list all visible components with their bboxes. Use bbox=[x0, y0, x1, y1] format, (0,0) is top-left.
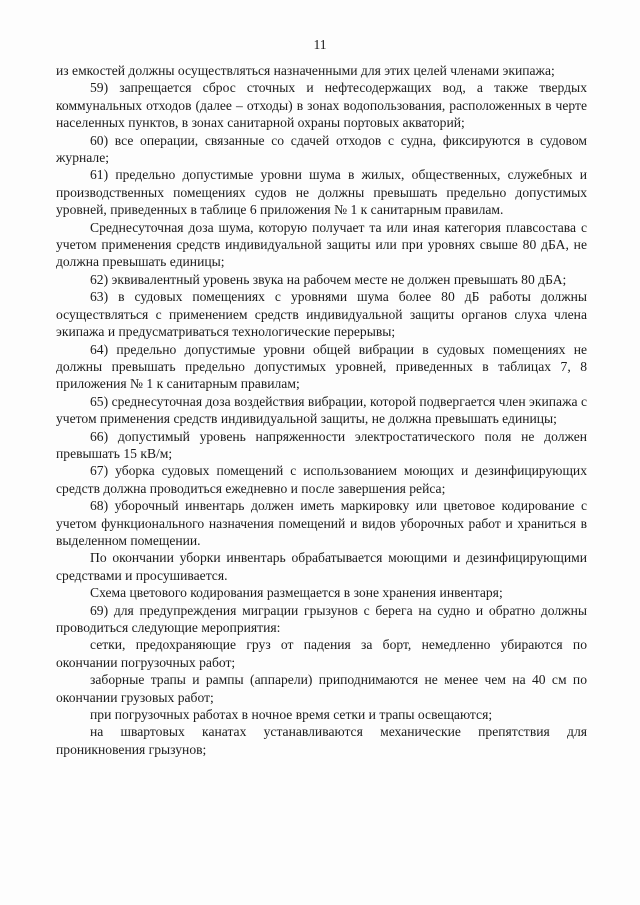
paragraph-mooring-lines: на швартовых канатах устанавливаются механические препятствия для проникновения грызунов; bbox=[56, 724, 587, 757]
paragraph-item-59: 59) запрещается сброс сточных и нефтесодержащих вод, а также твердых коммунальных отходов (далее – отходы) в зонах водопользования, расположенных в черте населенных пунктов, в зонах санитарной охраны портовых акваторий; bbox=[56, 80, 587, 131]
paragraph-item-67: 67) уборка судовых помещений с использованием моющих и дезинфицирующих средств должна проводиться ежедневно и после завершения рейса; bbox=[56, 463, 587, 496]
paragraph-gangways: заборные трапы и рампы (аппарели) приподнимаются не менее чем на 40 см по окончании грузовых работ; bbox=[56, 672, 587, 705]
paragraph-item-60: 60) все операции, связанные со сдачей отходов с судна, фиксируются в судовом журнале; bbox=[56, 132, 587, 166]
paragraph-item-66: 66) допустимый уровень напряженности электростатического поля не должен превышать 15 кВ/м; bbox=[56, 428, 587, 461]
paragraph-inventory-treatment: По окончании уборки инвентарь обрабатывается моющими и дезинфицирующими средствами и просушивается. bbox=[56, 550, 587, 583]
paragraph-item-63: 63) в судовых помещениях с уровнями шума более 80 дБ работы должны осуществляться с применением средств индивидуальной защиты органов слуха члена экипажа и предусматриваться технологические перерывы; bbox=[56, 289, 587, 340]
paragraph-item-65: 65) среднесуточная доза воздействия вибрации, которой подвергается член экипажа с учетом применения средств индивидуальной защиты, не должна превышать единицы; bbox=[56, 393, 587, 427]
paragraph-continuation: из емкостей должны осуществляться назначенными для этих целей членами экипажа; bbox=[56, 63, 555, 78]
paragraph-item-62: 62) эквивалентный уровень звука на рабочем месте не должен превышать 80 дБА; bbox=[90, 271, 567, 287]
page-number: 11 bbox=[313, 37, 327, 52]
paragraph-item-64: 64) предельно допустимые уровни общей вибрации в судовых помещениях не должны превышать предельно допустимых уровней, приведенных в таблицах 7, 8 приложения № 1 к санитарным правилам; bbox=[56, 341, 587, 392]
document-body bbox=[56, 62, 587, 758]
paragraph-night-lighting: при погрузочных работах в ночное время сетки и трапы освещаются; bbox=[90, 707, 493, 723]
paragraph-item-68: 68) уборочный инвентарь должен иметь маркировку или цветовое кодирование с учетом функционального назначения помещений и видов уборочных работ и храниться в выделенном помещении. bbox=[56, 498, 587, 548]
paragraph-noise-dose: Среднесуточная доза шума, которую получает та или иная категория плавсостава с учетом применения средств индивидуальной защиты или при уровнях свыше 80 дБА, не должна превышать единицы; bbox=[56, 219, 587, 270]
paragraph-item-61: 61) предельно допустимые уровни шума в жилых, общественных, служебных и производственных помещениях судов не должны превышать предельно допустимых уровней, приведенных в таблице 6 приложения № 1 к санитарным правилам. bbox=[56, 167, 587, 218]
paragraph-item-69: 69) для предупреждения миграции грызунов с берега на судно и обратно должны проводиться следующие мероприятия: bbox=[56, 602, 587, 635]
paragraph-nets: сетки, предохраняющие груз от падения за борт, немедленно убираются по окончании погрузочных работ; bbox=[56, 637, 587, 670]
paragraph-color-scheme: Схема цветового кодирования размещается в зоне хранения инвентаря; bbox=[90, 585, 503, 601]
